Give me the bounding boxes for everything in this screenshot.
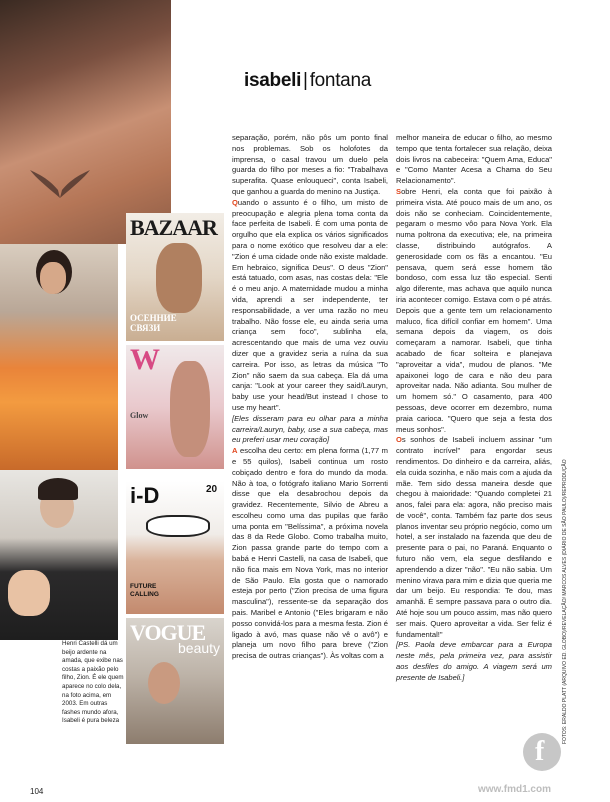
logo-letter: f — [535, 736, 545, 767]
paragraph — [396, 133, 552, 187]
photo-orange-dress — [0, 244, 118, 470]
article-column-1 — [232, 133, 388, 662]
cover-id — [126, 481, 224, 614]
paragraph-initial: A — [232, 446, 238, 456]
photo-credits: FOTOS: ERALDO PLATT (ARQUIVO ED. GLOBO)/REVELAÇÃO/ MARCOS ALVES (DIÁRIO DE SÃO PAULO)/REPRODUÇÃO — [562, 459, 568, 744]
page-number: 104 — [30, 787, 44, 796]
paragraph — [396, 435, 552, 640]
w-masthead: W — [130, 345, 160, 376]
site-logo-icon — [523, 733, 561, 771]
paragraph-text: s sonhos de Isabeli incluem assinar "um contrato incrível" para engordar seus rendimentos. Do dinheiro e da carreira, aliás, ela cuida sozinha, e não mais com a ajuda da mãe. Tem sido dessa maneira desde que chegou à maioridade: "Quando completei 21 anos, falei para ela: agora, não preciso mais de você", conta. Também faz parte dos seus planos inventar seu próprio negócio, como um hotel, a ser instalado na fazenda que deu de presente para o pai, no Paraná. Enquanto o futuro não vem, ela segue desfilando e aprendendo a dizer "não". "Eu não sabia. Um menino virava para mim e dizia que queria me dar um beijo. Eu respondia: Te dou, mas amanhã. É sempre passava para o outro dia. Até hoje sou um pouco assim, mas não quero ser mais. Quero aproveitar a vida. Ser feliz é fundamental!" — [396, 435, 552, 639]
vogue-masthead: VOGUE — [130, 620, 206, 645]
paragraph — [396, 187, 552, 435]
title-separator: | — [303, 70, 308, 91]
w-sub: Glow — [130, 411, 149, 420]
title-surname: fontana — [309, 70, 371, 91]
photo-kiss — [0, 0, 171, 244]
id-sub: FUTURE CALLING — [130, 583, 159, 598]
paragraph-text: melhor maneira de educar o filho, ao mesmo tempo que tenta fortalecer sua relação, deixa dois livros na cabeceira: "Quem Ama, Educa" e "Como Manter Acesa a Chama do Seu Relacionamento". — [396, 133, 552, 186]
article-title — [244, 70, 371, 92]
paragraph — [232, 414, 388, 446]
article-column-2 — [396, 133, 552, 684]
photo-runway-baby — [0, 470, 118, 640]
id-number: 20 — [206, 484, 218, 495]
paragraph — [232, 446, 388, 662]
translation-note: [Eles disseram para eu olhar para a minha carreira/Lauryn, baby, use a sua cabeça, mas eu preferi usar meu coração] — [232, 413, 388, 445]
vogue-sub: beauty — [178, 640, 221, 656]
bazaar-masthead: BAZAAR — [130, 215, 217, 240]
paragraph-text: uando o assunto é o filho, um misto de preocupação e alegria plena toma conta da face perfeita de Isabeli. É com uma ponta de orgulho que ela explica os vários significados para o nome exótico que resolveu dar a ele: "Zion é uma cidade onde não existe maldade. Em hebraico, significa Deus". O deus "Zion" está tatuado, com asas, nas costas dela: "Ele é o meu anjo. A maternidade mudou a minha vida, aprendi a ser independente, ter responsabilidade, a ver uma razão no meu trabalho. Não fosse ele, eu ainda seria uma criança sem foco", sublinha ela, acrescentando que mais de uma vez ouviu dizer que a gravidez seria a ruína da sua carreira. Por isso, as letras da música "To Zion" não saem da sua cabeça. Ela dá uma canja: "Look at your career they said/Lauryn, baby use your head/But instead I chose to use my heart". — [232, 197, 388, 412]
paragraph-initial: Q — [232, 197, 238, 207]
paragraph — [396, 640, 552, 683]
site-watermark: www.fmd1.com — [478, 784, 551, 795]
paragraph-initial: O — [396, 435, 402, 445]
paragraph-text: separação, porém, não pôs um ponto final nos problemas. Sob os holofotes da imprensa, o casal travou um duelo pela guarda do filho por meses a fio: "Trabalhava superafita. Quase enlouqueci", conta Isabeli, que ganhou a guarda do menino na Justiça. — [232, 133, 388, 196]
cover-w — [126, 345, 224, 469]
cover-vogue — [126, 618, 224, 744]
title-name-bold: isabeli — [244, 70, 302, 91]
translation-note: [PS. Paola deve embarcar para a Europa neste mês, pela primeira vez, para assistir aos desfiles do amigo. A viagem será um presente de Isabeli.] — [396, 640, 552, 682]
bazaar-headline: ОСЕННИЕ СВЯЗИ — [130, 313, 177, 333]
cover-bazaar — [126, 213, 224, 341]
paragraph-initial: S — [396, 186, 402, 196]
tattoo-wings-icon — [28, 168, 92, 212]
paragraph — [232, 198, 388, 414]
photo-caption: Henri Castelli dá um beijo ardente na amada, que exibe nas costas a paixão pelo filho, Zion. É ele quem aparece no colo dela, na foto acima, em 2003. Em outras fashes mundo afora, Isabeli é pura beleza — [62, 640, 124, 725]
paragraph-text: obre Henri, ela conta que foi paixão à primeira vista. Até pouco mais de um ano, os dois não se conheciam. Coincidentemente, pegaram o mesmo vôo para Nova York. Ela numa poltrona da executiva; ele, na primeira classe, distribuindo autógrafos. A generosidade com os fãs a encantou. "Eu pensava, quem será esse homem tão bondoso, com essa luz tão especial. Senti algo diferente, mas achava que aquilo nunca iria acontecer comigo. Estava com o pé atrás. Depois que a gente tem um relacionamento maluco, fica difícil confiar em homem". Uma semana depois da viagem, os dois começaram a namorar. Isabeli, que tinha acabado de ficar solteira e planejava "aproveitar a vida", mudou de planos. "Me apaixonei logo de cara e não deu para aproveitar nada. Não adianta. Sou mulher de um homem só." O casamento, para 400 pessoas, deve ocorrer em dezembro, numa praia carioca. "Quero que seja a festa dos meus sonhos". — [396, 186, 552, 434]
paragraph — [232, 133, 388, 198]
id-masthead: i-D — [130, 483, 160, 508]
paragraph-text: escolha deu certo: em plena forma (1,77 m e 55 quilos), Isabeli continua um rosto cobiçado dentro e fora do mundo da moda. Não à toa, o fotógrafo italiano Mario Sorrenti disse que ela desabrochou depois da gravidez. Recentemente, Silvio de Abreu a escolheu como uma das pupilas que farão uma ponta em "Belíssima", a próxima novela das 8 da Rede Globo. Como trabalha muito, Zion passa grande parte do tempo com a babá e Henri Castelli, na casa de Isabeli, que não fica mais em Nova York, mas no interior de São Paulo. Ela gosta que o namorado esteja por perto ("Zion precisa de uma figura masculina"), ressente-se da separação dos pais. Maribel e Antonio ("Eles brigaram e não posso convidá-los para a mesma festa. Zion é ligado à avó, mas quase não vê o avô") e planeja um novo filho para breve ("Zion precisa de outras crianças"). Às voltas com a — [232, 446, 388, 661]
